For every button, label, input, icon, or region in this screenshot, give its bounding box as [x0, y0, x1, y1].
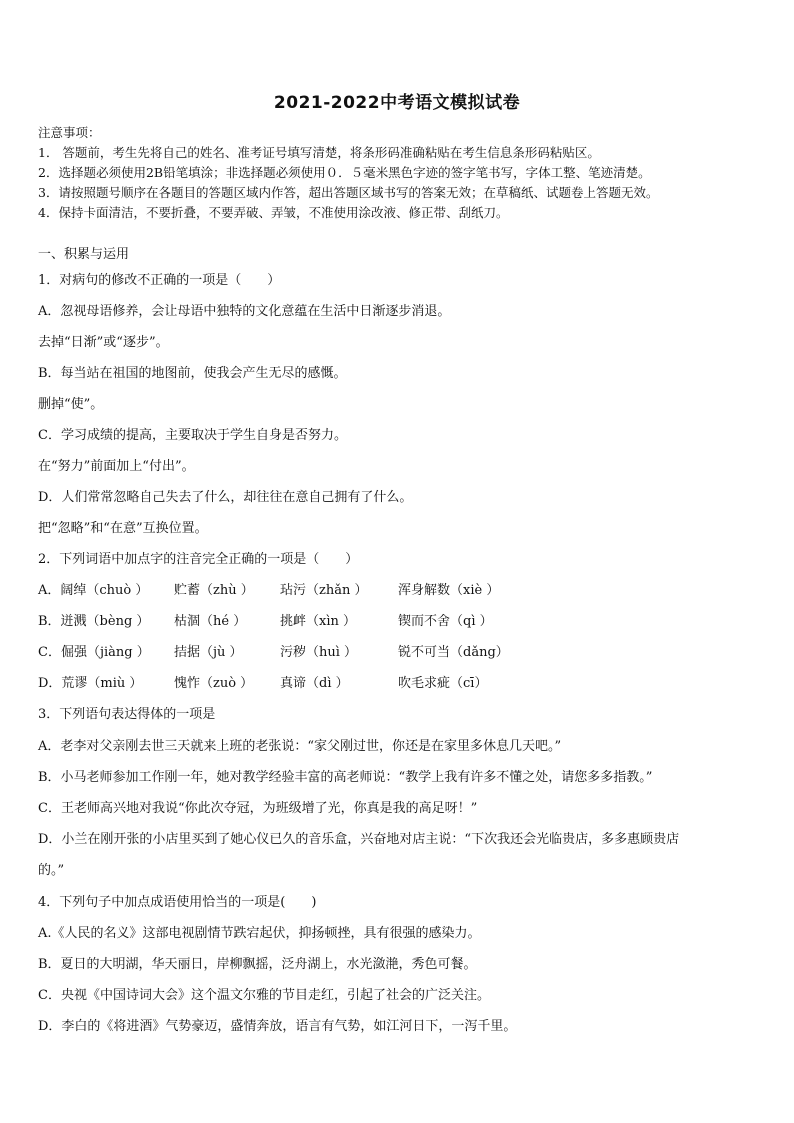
- option-cell: 浑身解数（xiè ）: [398, 583, 500, 598]
- question-line: A．老李对父亲刚去世三天就来上班的老张说：“家父刚过世，你还是在家里多休息几天吧。”: [38, 739, 562, 754]
- page-title: 2021-2022中考语文模拟试卷: [273, 93, 521, 113]
- question-line: C．学习成绩的提高，主要取决于学生自身是否努力。: [38, 428, 347, 443]
- notice-heading: 注意事项：: [38, 125, 101, 140]
- option-cell: 污秽（huì ）: [280, 645, 358, 660]
- option-cell: 枯涸（hé ）: [174, 614, 247, 629]
- question-line: C．王老师高兴地对我说“你此次夺冠，为班级增了光，你真是我的高足呀！”: [38, 801, 478, 816]
- option-cell: 拮据（jù ）: [174, 645, 243, 660]
- option-cell: C．倔强（jiàng ）: [38, 645, 150, 660]
- notice-item: 4．保持卡面清洁，不要折叠，不要弄破、弄皱，不准使用涂改液、修正带、刮纸刀。: [38, 205, 509, 220]
- question-line: A．忽视母语修养，会让母语中独特的文化意蕴在生活中日渐逐步消退。: [38, 304, 451, 319]
- question-line: 删掉“使”。: [38, 397, 104, 412]
- option-cell: 吹毛求疵（cī）: [398, 676, 488, 691]
- option-cell: 玷污（zhǎn ）: [280, 583, 368, 598]
- notice-item: 3．请按照题号顺序在各题目的答题区域内作答，超出答题区域书写的答案无效；在草稿纸、试题卷上答题无效。: [38, 185, 659, 200]
- question-line: D．人们常常忽略自己失去了什么，却往往在意自己拥有了什么。: [38, 490, 413, 505]
- section-heading: 一、积累与运用: [38, 247, 130, 262]
- question-stem: 2．下列词语中加点字的注音完全正确的一项是（ ）: [38, 552, 359, 567]
- option-cell: A．阔绰（chuò ）: [38, 583, 149, 598]
- question-line: C．央视《中国诗词大会》这个温文尔雅的节目走红，引起了社会的广泛关注。: [38, 988, 490, 1003]
- question-line: 把“忽略”和“在意”互换位置。: [38, 521, 208, 536]
- option-cell: 锲而不舍（qì ）: [398, 614, 493, 629]
- question-line: A.《人民的名义》这部电视剧情节跌宕起伏，抑扬顿挫，具有很强的感染力。: [38, 926, 481, 941]
- option-cell: 愧怍（zuò ）: [174, 676, 254, 691]
- question-stem: 3．下列语句表达得体的一项是: [38, 707, 216, 722]
- question-stem: 1．对病句的修改不正确的一项是（ ）: [38, 273, 281, 288]
- option-cell: B．迸溅（bèng ）: [38, 614, 150, 629]
- option-cell: D．荒谬（miù ）: [38, 676, 143, 691]
- question-stem: 4．下列句子中加点成语使用恰当的一项是( ): [38, 895, 317, 910]
- question-line: B．夏日的大明湖，华天丽日，岸柳飘摇，泛舟湖上，水光潋滟，秀色可餐。: [38, 957, 477, 972]
- question-line: 在“努力”前面加上“付出”。: [38, 459, 195, 474]
- question-line: 的。”: [38, 863, 65, 878]
- question-line: D．李白的《将进酒》气势豪迈，盛情奔放，语言有气势，如江河日下，一泻千里。: [38, 1019, 517, 1034]
- option-cell: 贮蓄（zhù ）: [174, 583, 254, 598]
- option-cell: 真谛（dì ）: [280, 676, 349, 691]
- option-cell: 挑衅（xìn ）: [280, 614, 356, 629]
- question-line: D．小兰在刚开张的小店里买到了她心仪已久的音乐盒，兴奋地对店主说：“下次我还会光临贵店，多多惠顾贵店: [38, 832, 680, 847]
- question-line: 去掉“日渐”或“逐步”。: [38, 335, 169, 350]
- option-cell: 锐不可当（dǎng）: [398, 645, 509, 660]
- notice-item: 1． 答题前，考生先将自己的姓名、准考证号填写清楚，将条形码准确粘贴在考生信息条形码粘贴区。: [38, 145, 600, 160]
- question-line: B．小马老师参加工作刚一年，她对教学经验丰富的高老师说：“教学上我有许多不懂之处，请您多多指教。”: [38, 770, 653, 785]
- notice-item: 2．选择题必须使用2B铅笔填涂；非选择题必须使用０．５毫米黑色字迹的签字笔书写，字体工整、笔迹清楚。: [38, 165, 651, 180]
- question-line: B．每当站在祖国的地图前，使我会产生无尽的感慨。: [38, 366, 347, 381]
